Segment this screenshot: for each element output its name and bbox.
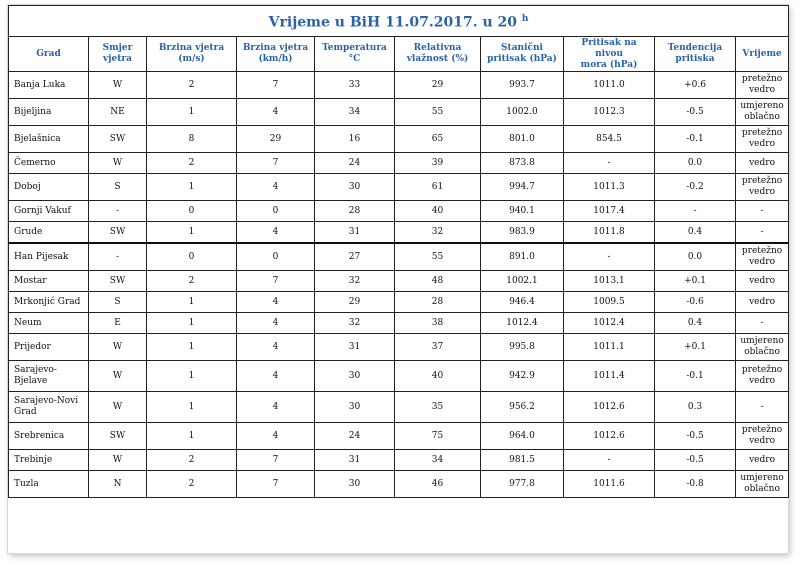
cell-kmh: 29 — [237, 126, 315, 153]
cell-smjer: W — [89, 361, 147, 392]
cell-vlaz: 29 — [395, 72, 481, 99]
cell-tend: - — [655, 201, 736, 222]
table-row — [9, 153, 789, 174]
cell-mora: 1012.4 — [564, 313, 655, 334]
cell-smjer: E — [89, 313, 147, 334]
cell-tend: +0.1 — [655, 334, 736, 361]
table-row — [9, 471, 789, 498]
cell-ms: 2 — [147, 72, 237, 99]
header-vrijeme: Vrijeme — [736, 37, 789, 72]
cell-smjer: N — [89, 471, 147, 498]
cell-temp: 16 — [315, 126, 395, 153]
cell-v: pretežno vedro — [736, 243, 789, 271]
cell-smjer: NE — [89, 99, 147, 126]
cell-mora: 1011.4 — [564, 361, 655, 392]
cell-v: umjereno oblačno — [736, 99, 789, 126]
cell-v: vedro — [736, 271, 789, 292]
cell-v: umjereno oblačno — [736, 471, 789, 498]
cell-vlaz: 39 — [395, 153, 481, 174]
cell-ms: 2 — [147, 450, 237, 471]
table-title — [9, 6, 789, 37]
cell-stan: 981.5 — [481, 450, 564, 471]
header-brzina-ms: Brzina vjetra (m/s) — [147, 37, 237, 72]
cell-grad: Prijedor — [9, 334, 89, 361]
cell-vlaz: 75 — [395, 423, 481, 450]
cell-kmh: 4 — [237, 99, 315, 126]
cell-tend: -0.5 — [655, 99, 736, 126]
weather-table — [8, 5, 789, 498]
cell-kmh: 4 — [237, 361, 315, 392]
table-row — [9, 361, 789, 392]
cell-temp: 34 — [315, 99, 395, 126]
cell-tend: 0.4 — [655, 222, 736, 244]
header-temperatura: Temperatura °C — [315, 37, 395, 72]
cell-smjer: W — [89, 72, 147, 99]
cell-vlaz: 40 — [395, 201, 481, 222]
cell-temp: 29 — [315, 292, 395, 313]
cell-vlaz: 34 — [395, 450, 481, 471]
cell-tend: +0.6 — [655, 72, 736, 99]
cell-temp: 32 — [315, 271, 395, 292]
cell-vlaz: 40 — [395, 361, 481, 392]
cell-vlaz: 32 — [395, 222, 481, 244]
cell-grad: Čemerno — [9, 153, 89, 174]
cell-smjer: - — [89, 243, 147, 271]
cell-temp: 31 — [315, 450, 395, 471]
cell-ms: 1 — [147, 222, 237, 244]
table-row — [9, 423, 789, 450]
cell-tend: -0.1 — [655, 361, 736, 392]
cell-tend: 0.4 — [655, 313, 736, 334]
cell-kmh: 0 — [237, 201, 315, 222]
table-row — [9, 334, 789, 361]
cell-v: pretežno vedro — [736, 126, 789, 153]
cell-kmh: 7 — [237, 271, 315, 292]
cell-stan: 940.1 — [481, 201, 564, 222]
cell-temp: 31 — [315, 222, 395, 244]
table-row — [9, 222, 789, 244]
cell-ms: 2 — [147, 271, 237, 292]
cell-grad: Tuzla — [9, 471, 89, 498]
cell-temp: 30 — [315, 361, 395, 392]
cell-temp: 24 — [315, 423, 395, 450]
cell-mora: 1011.1 — [564, 334, 655, 361]
table-row — [9, 99, 789, 126]
cell-stan: 891.0 — [481, 243, 564, 271]
cell-v: - — [736, 392, 789, 423]
cell-kmh: 4 — [237, 392, 315, 423]
cell-mora: 854.5 — [564, 126, 655, 153]
header-tendencija: Tendencija pritiska — [655, 37, 736, 72]
cell-tend: -0.8 — [655, 471, 736, 498]
cell-smjer: W — [89, 450, 147, 471]
cell-v: - — [736, 222, 789, 244]
cell-vlaz: 55 — [395, 243, 481, 271]
cell-v: - — [736, 201, 789, 222]
cell-temp: 28 — [315, 201, 395, 222]
cell-kmh: 7 — [237, 471, 315, 498]
cell-kmh: 4 — [237, 292, 315, 313]
cell-kmh: 7 — [237, 450, 315, 471]
cell-mora: 1017.4 — [564, 201, 655, 222]
cell-temp: 27 — [315, 243, 395, 271]
table-row — [9, 450, 789, 471]
cell-temp: 30 — [315, 392, 395, 423]
cell-mora: 1011.0 — [564, 72, 655, 99]
cell-tend: 0.3 — [655, 392, 736, 423]
cell-temp: 31 — [315, 334, 395, 361]
cell-mora: - — [564, 153, 655, 174]
cell-v: - — [736, 313, 789, 334]
cell-kmh: 4 — [237, 334, 315, 361]
cell-mora: 1009.5 — [564, 292, 655, 313]
table-title-sup: h — [521, 13, 529, 24]
cell-stan: 995.8 — [481, 334, 564, 361]
cell-smjer: W — [89, 153, 147, 174]
cell-vlaz: 55 — [395, 99, 481, 126]
cell-smjer: - — [89, 201, 147, 222]
table-row — [9, 313, 789, 334]
cell-grad: Gornji Vakuf — [9, 201, 89, 222]
cell-kmh: 4 — [237, 222, 315, 244]
table-row — [9, 392, 789, 423]
cell-kmh: 7 — [237, 72, 315, 99]
cell-kmh: 4 — [237, 313, 315, 334]
cell-tend: 0.0 — [655, 153, 736, 174]
cell-stan: 964.0 — [481, 423, 564, 450]
cell-vlaz: 37 — [395, 334, 481, 361]
header-grad: Grad — [9, 37, 89, 72]
cell-stan: 942.9 — [481, 361, 564, 392]
cell-ms: 2 — [147, 471, 237, 498]
cell-stan: 1002.1 — [481, 271, 564, 292]
cell-ms: 0 — [147, 201, 237, 222]
cell-mora: 1012.6 — [564, 423, 655, 450]
cell-ms: 1 — [147, 392, 237, 423]
cell-temp: 30 — [315, 174, 395, 201]
cell-stan: 983.9 — [481, 222, 564, 244]
header-vlaznost: Relativna vlažnost (%) — [395, 37, 481, 72]
cell-vlaz: 65 — [395, 126, 481, 153]
cell-v: pretežno vedro — [736, 361, 789, 392]
cell-smjer: S — [89, 292, 147, 313]
cell-stan: 977.8 — [481, 471, 564, 498]
table-row — [9, 174, 789, 201]
cell-ms: 1 — [147, 292, 237, 313]
cell-ms: 1 — [147, 361, 237, 392]
cell-mora: 1011.6 — [564, 471, 655, 498]
cell-stan: 873.8 — [481, 153, 564, 174]
cell-mora: 1012.6 — [564, 392, 655, 423]
cell-tend: -0.5 — [655, 450, 736, 471]
cell-smjer: SW — [89, 423, 147, 450]
cell-stan: 1002.0 — [481, 99, 564, 126]
cell-kmh: 4 — [237, 423, 315, 450]
cell-grad: Bijeljina — [9, 99, 89, 126]
cell-tend: -0.2 — [655, 174, 736, 201]
cell-stan: 993.7 — [481, 72, 564, 99]
weather-table-frame — [8, 5, 788, 553]
cell-grad: Han Pijesak — [9, 243, 89, 271]
cell-temp: 33 — [315, 72, 395, 99]
header-row — [9, 37, 789, 72]
table-title-text: Vrijeme u BiH 11.07.2017. u 20 — [268, 14, 522, 31]
cell-tend: -0.1 — [655, 126, 736, 153]
cell-mora: 1013.1 — [564, 271, 655, 292]
cell-v: vedro — [736, 153, 789, 174]
cell-tend: -0.5 — [655, 423, 736, 450]
cell-v: vedro — [736, 450, 789, 471]
cell-vlaz: 35 — [395, 392, 481, 423]
cell-ms: 1 — [147, 313, 237, 334]
cell-ms: 1 — [147, 99, 237, 126]
cell-vlaz: 28 — [395, 292, 481, 313]
cell-stan: 994.7 — [481, 174, 564, 201]
cell-grad: Neum — [9, 313, 89, 334]
cell-grad: Banja Luka — [9, 72, 89, 99]
cell-smjer: W — [89, 392, 147, 423]
header-smjer: Smjer vjetra — [89, 37, 147, 72]
cell-v: pretežno vedro — [736, 174, 789, 201]
cell-stan: 946.4 — [481, 292, 564, 313]
cell-stan: 801.0 — [481, 126, 564, 153]
cell-tend: -0.6 — [655, 292, 736, 313]
cell-smjer: S — [89, 174, 147, 201]
cell-kmh: 0 — [237, 243, 315, 271]
cell-v: pretežno vedro — [736, 423, 789, 450]
cell-temp: 24 — [315, 153, 395, 174]
cell-ms: 2 — [147, 153, 237, 174]
cell-mora: 1011.8 — [564, 222, 655, 244]
cell-vlaz: 48 — [395, 271, 481, 292]
cell-temp: 32 — [315, 313, 395, 334]
cell-temp: 30 — [315, 471, 395, 498]
cell-smjer: W — [89, 334, 147, 361]
cell-ms: 1 — [147, 334, 237, 361]
cell-grad: Sarajevo-Novi Grad — [9, 392, 89, 423]
cell-v: umjereno oblačno — [736, 334, 789, 361]
cell-vlaz: 61 — [395, 174, 481, 201]
cell-smjer: SW — [89, 222, 147, 244]
cell-ms: 8 — [147, 126, 237, 153]
header-pritisak-mora: Pritisak na nivou mora (hPa) — [564, 37, 655, 72]
cell-vlaz: 46 — [395, 471, 481, 498]
cell-tend: 0.0 — [655, 243, 736, 271]
cell-grad: Srebrenica — [9, 423, 89, 450]
cell-grad: Doboj — [9, 174, 89, 201]
cell-stan: 956.2 — [481, 392, 564, 423]
cell-grad: Sarajevo- Bjelave — [9, 361, 89, 392]
cell-grad: Mostar — [9, 271, 89, 292]
cell-tend: +0.1 — [655, 271, 736, 292]
table-row — [9, 201, 789, 222]
cell-vlaz: 38 — [395, 313, 481, 334]
cell-mora: 1011.3 — [564, 174, 655, 201]
cell-smjer: SW — [89, 126, 147, 153]
table-row — [9, 72, 789, 99]
cell-ms: 0 — [147, 243, 237, 271]
cell-stan: 1012.4 — [481, 313, 564, 334]
cell-v: vedro — [736, 292, 789, 313]
header-brzina-kmh: Brzina vjetra (km/h) — [237, 37, 315, 72]
cell-mora: - — [564, 450, 655, 471]
cell-grad: Bjelašnica — [9, 126, 89, 153]
cell-kmh: 4 — [237, 174, 315, 201]
header-stanicni: Stanični pritisak (hPa) — [481, 37, 564, 72]
cell-grad: Trebinje — [9, 450, 89, 471]
cell-kmh: 7 — [237, 153, 315, 174]
cell-mora: 1012.3 — [564, 99, 655, 126]
cell-v: pretežno vedro — [736, 72, 789, 99]
cell-ms: 1 — [147, 174, 237, 201]
table-row — [9, 271, 789, 292]
cell-ms: 1 — [147, 423, 237, 450]
table-row — [9, 292, 789, 313]
table-row — [9, 243, 789, 271]
cell-grad: Mrkonjić Grad — [9, 292, 89, 313]
cell-mora: - — [564, 243, 655, 271]
table-row — [9, 126, 789, 153]
cell-smjer: SW — [89, 271, 147, 292]
cell-grad: Grude — [9, 222, 89, 244]
